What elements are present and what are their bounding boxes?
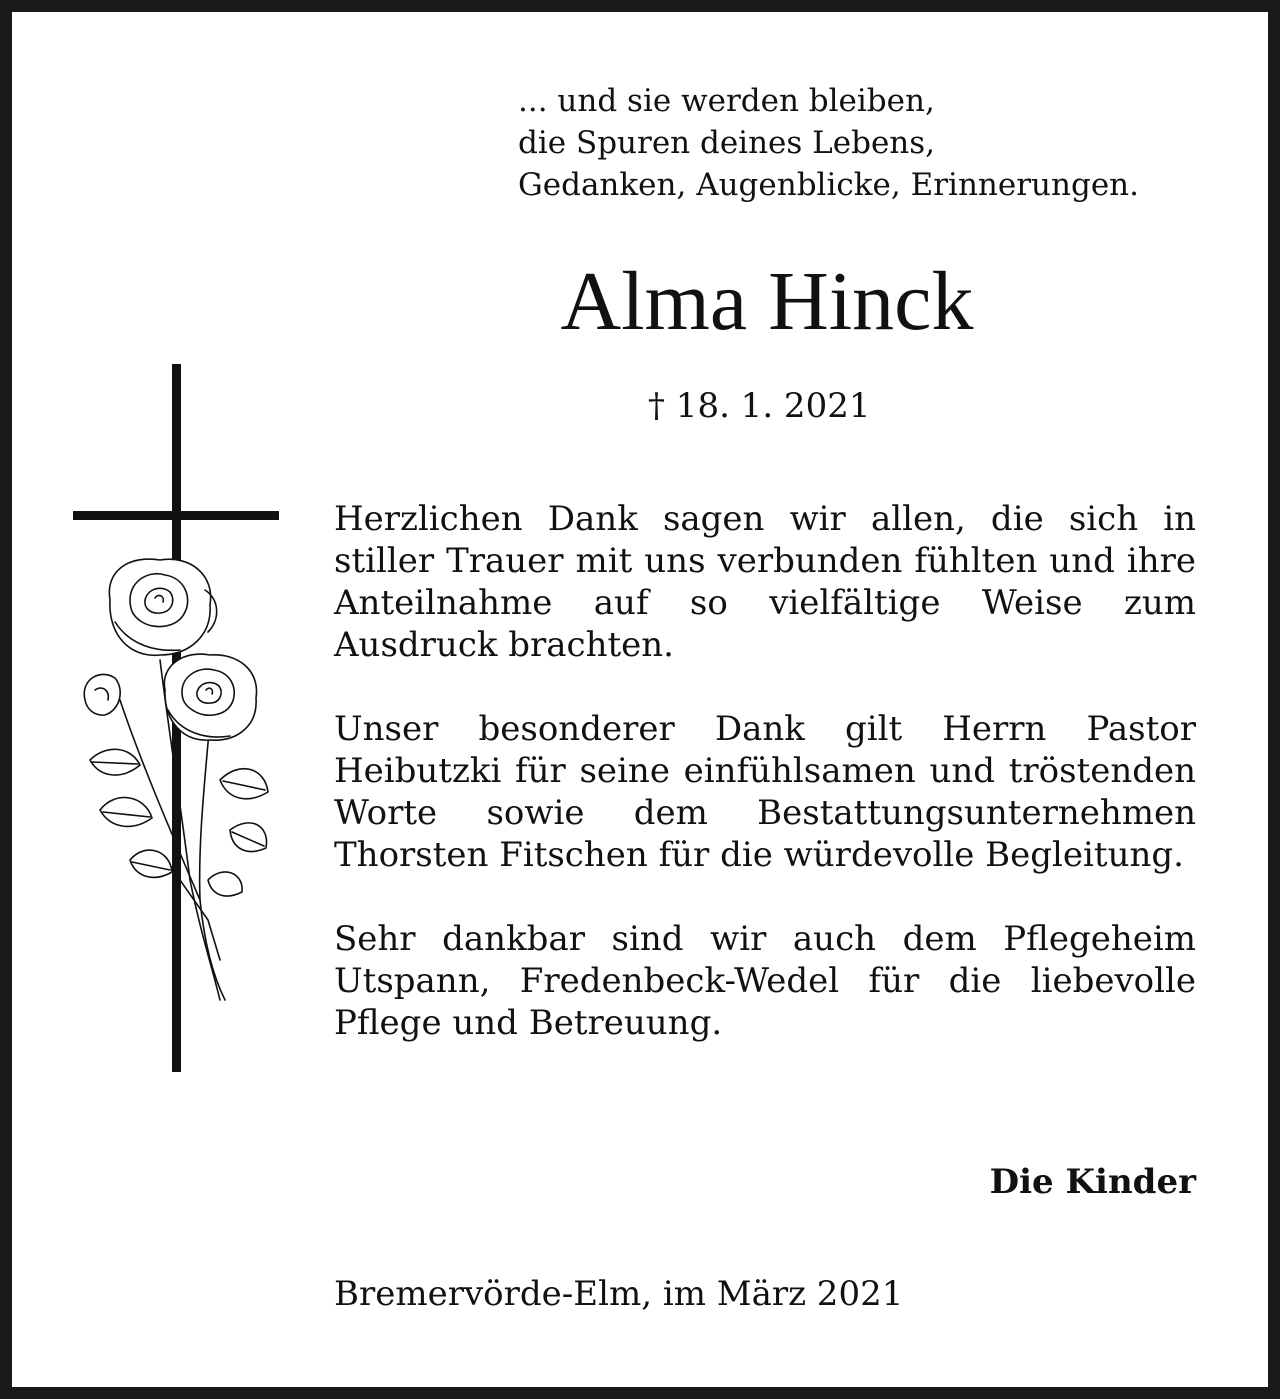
thanks-paragraph: Sehr dankbar sind wir auch dem Pflegeheim Utspann, Fredenbeck-Wedel für die liebevolle Pflege und Betreuung.	[334, 919, 1196, 1043]
motto-line: die Spuren deines Lebens,	[518, 125, 936, 161]
place-and-date: Bremervörde-Elm, im März 2021	[334, 1274, 904, 1314]
deceased-name: Alma Hinck	[560, 255, 974, 348]
motto-line: Gedanken, Augenblicke, Erinnerungen.	[518, 167, 1139, 203]
motto-line: ... und sie werden bleiben,	[518, 83, 935, 119]
motto-verse	[518, 80, 1139, 206]
cross-with-roses-icon	[60, 360, 300, 1080]
thanks-paragraph: Herzlichen Dank sagen wir allen, die sich in stiller Trauer mit uns verbunden fühlten und ihre Anteilnahme auf so vielfältige Weise zum Ausdruck brachten.	[334, 499, 1196, 665]
signature: Die Kinder	[989, 1162, 1196, 1202]
thanks-paragraph: Unser besonderer Dank gilt Herrn Pastor Heibutzki für seine einfühlsamen und tröstenden Worte sowie dem Bestattungsunternehmen Thorsten Fitschen für die würdevolle Begleitung.	[334, 709, 1196, 875]
death-date: † 18. 1. 2021	[648, 386, 871, 426]
thanks-text	[334, 498, 1196, 1086]
